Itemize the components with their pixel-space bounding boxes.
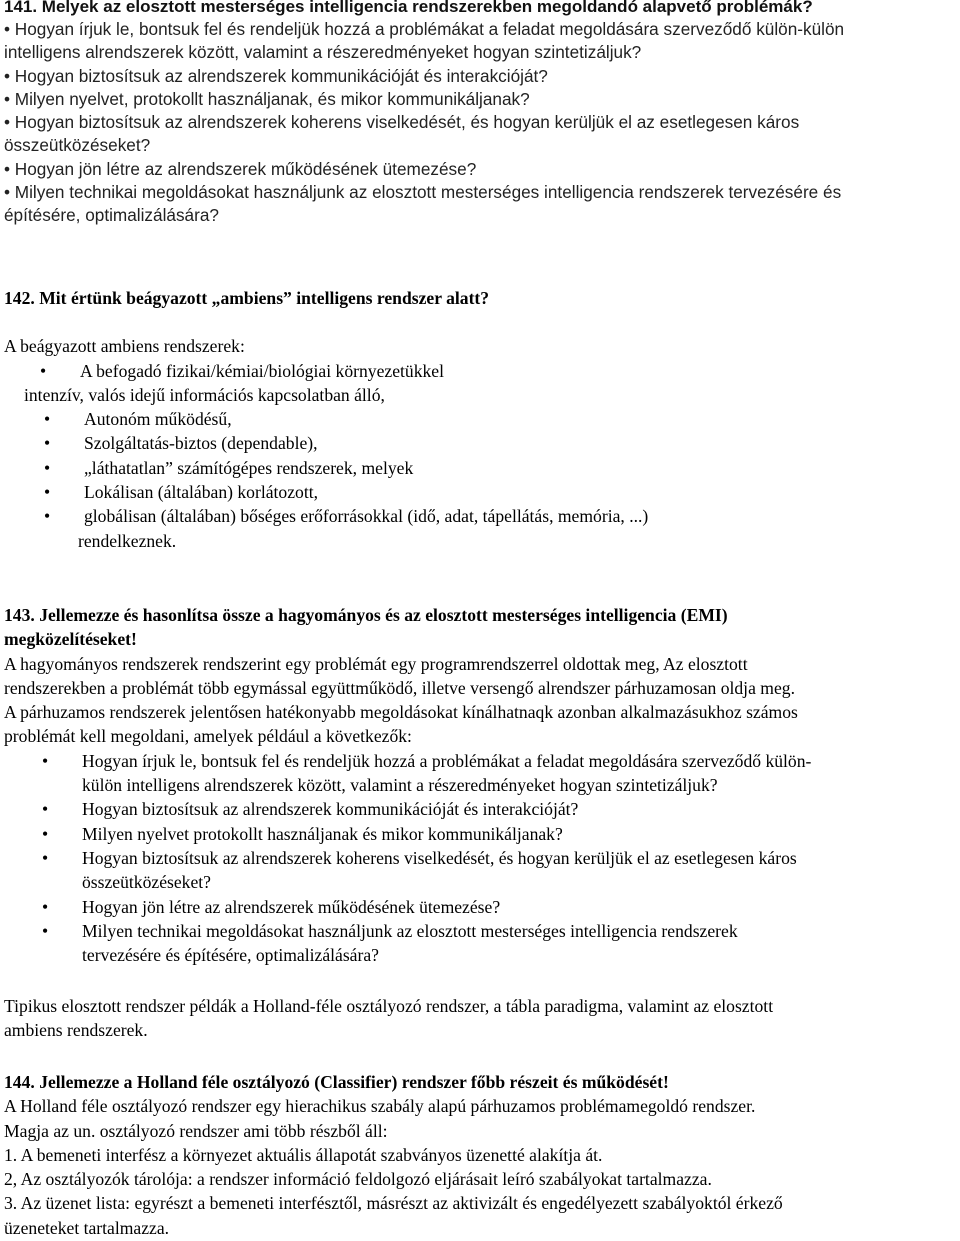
paragraph-line: 2, Az osztályozók tárolója: a rendszer információ feldolgozó eljárásait leíró szabályokat tartalmazza. [4, 1169, 712, 1190]
paragraph-line: Tipikus elosztott rendszer példák a Holland-féle osztályozó rendszer, a tábla paradigma, valamint az elosztott [4, 996, 774, 1016]
paragraph-line: Magja az un. osztályozó rendszer ami több részből áll: [4, 1120, 388, 1141]
list-item [8, 504, 958, 528]
list-item [4, 822, 958, 846]
section-141 [4, 0, 956, 228]
section-143-heading: megközelítéseket! [4, 629, 137, 650]
section-141-line: intelligens alrendszerek között, valamint a részeredményeket hogyan szintetizáljuk? [4, 42, 642, 63]
list-item-text: Hogyan jön létre az alrendszerek működésének ütemezése? [82, 896, 501, 917]
section-141-line: • Hogyan biztosítsuk az alrendszerek koherens viselkedését, és hogyan kerüljük el az esetlegesen káros [4, 112, 800, 133]
list-item [8, 456, 958, 480]
bullet-icon: • [44, 457, 51, 478]
list-item-continuation: intenzív, valós idejű információs kapcsolatban álló, [24, 384, 385, 405]
bullet-icon: • [42, 847, 49, 868]
paragraph-line: A Holland féle osztályozó rendszer egy hierachikus szabály alapú párhuzamos problémamegoldó rendszer. [4, 1096, 756, 1117]
list-item-text: A befogadó fizikai/kémiai/biológiai környezetükkel [80, 360, 444, 381]
section-141-line: • Milyen nyelvet, protokollt használjanak, és mikor kommunikáljanak? [4, 88, 530, 109]
paragraph-line: A hagyományos rendszerek rendszerint egy problémát egy programrendszerrel oldottak meg, Az elosztott [4, 653, 748, 674]
list-item-text: Lokálisan (általában) korlátozott, [84, 482, 319, 503]
section-141-line: • Hogyan biztosítsuk az alrendszerek kommunikációját és interakcióját? [4, 65, 548, 86]
list-item-text: Autonóm működésű, [84, 409, 232, 430]
section-141-line: építésére, optimalizálására? [4, 205, 219, 226]
section-141-line: • Hogyan írjuk le, bontsuk fel és rendeljük hozzá a problémákat a feladat megoldására szerveződő külön-külön [4, 19, 845, 39]
list-item-text: tervezésére és építésére, optimalizálására? [82, 945, 379, 966]
bullet-icon: • [42, 799, 49, 820]
section-141-line: • Hogyan jön létre az alrendszerek működésének ütemezése? [4, 158, 477, 179]
list-item [4, 895, 958, 919]
section-141-heading: 141. Melyek az elosztott mesterséges intelligencia rendszerekben megoldandó alapvető problémák? [4, 0, 813, 16]
list-item-text: „láthatatlan” számítógépes rendszerek, melyek [84, 457, 414, 478]
list-item [4, 749, 958, 798]
section-141-line: összeütközéseket? [4, 135, 151, 156]
list-item-text: Hogyan biztosítsuk az alrendszerek kommunikációját és interakcióját? [82, 799, 579, 820]
list-item-text: Milyen nyelvet protokollt használjanak és mikor kommunikáljanak? [82, 823, 563, 844]
section-142-heading: 142. Mit értünk beágyazott „ambiens” intelligens rendszer alatt? [4, 288, 490, 308]
section-144-heading: 144. Jellemezze a Holland féle osztályozó (Classifier) rendszer főbb részeit és működését! [4, 1072, 669, 1092]
list-item-text: globálisan (általában) bőséges erőforrásokkal (idő, adat, tápellátás, memória, ...) [84, 506, 649, 527]
bullet-icon: • [42, 896, 49, 917]
list-item [8, 480, 958, 504]
paragraph-line: A párhuzamos rendszerek jelentősen hatékonyabb megoldásokat kínálhatnaqk azonban alkalmazásukhoz számos [4, 702, 798, 723]
paragraph-line: 3. Az üzenet lista: egyrészt a bemeneti interfésztől, másrészt az aktivizált és engedélyezett szabályoktól érkező [4, 1193, 783, 1214]
list-item-continuation: rendelkeznek. [78, 530, 177, 551]
list-item-text: Milyen technikai megoldásokat használjunk az elosztott mesterséges intelligencia rendszerek [82, 920, 738, 941]
section-143-heading: 143. Jellemezze és hasonlítsa össze a hagyományos és az elosztott mesterséges intelligencia (EMI) [4, 605, 728, 625]
list-item [4, 846, 958, 895]
section-143-summary [4, 994, 958, 1043]
list-item-text: Hogyan biztosítsuk az alrendszerek koherens viselkedését, és hogyan kerüljük el az esetlegesen káros [82, 847, 797, 868]
bullet-icon: • [40, 360, 47, 381]
list-item-text: Szolgáltatás-biztos (dependable), [84, 433, 318, 454]
paragraph-line: ambiens rendszerek. [4, 1020, 148, 1041]
section-143 [4, 603, 958, 967]
list-item-text: Hogyan írjuk le, bontsuk fel és rendeljük hozzá a problémákat a feladat megoldására szerveződő külön- [82, 750, 812, 771]
bullet-icon: • [44, 506, 51, 527]
list-item-text: külön intelligens alrendszerek között, valamint a részeredményeket hogyan szintetizáljuk? [82, 775, 718, 796]
bullet-icon: • [44, 433, 51, 454]
list-item-text: összeütközéseket? [82, 872, 211, 893]
section-144 [4, 1070, 958, 1240]
paragraph-line: problémát kell megoldani, amelyek például a következők: [4, 726, 412, 747]
paragraph-line: üzeneteket tartalmazza. [4, 1217, 170, 1238]
bullet-icon: • [42, 823, 49, 844]
paragraph-line: 1. A bemeneti interfész a környezet aktuális állapotát szabványos üzenetté alakítja át. [4, 1144, 603, 1165]
list-item [8, 407, 958, 431]
bullet-icon: • [44, 409, 51, 430]
list-item [4, 359, 958, 383]
list-item [4, 919, 958, 968]
section-142 [4, 286, 958, 553]
section-142-intro: A beágyazott ambiens rendszerek: [4, 336, 245, 357]
bullet-icon: • [44, 482, 51, 503]
paragraph-line: rendszerekben a problémát több egymással együttműködő, illetve versengő alrendszer párhuzamosan oldja meg. [4, 677, 795, 698]
section-141-line: • Milyen technikai megoldásokat használjunk az elosztott mesterséges intelligencia rendszerek tervezésére és [4, 182, 842, 203]
bullet-icon: • [42, 920, 49, 941]
bullet-icon: • [42, 750, 49, 771]
list-item [4, 797, 958, 821]
list-item [8, 431, 958, 455]
